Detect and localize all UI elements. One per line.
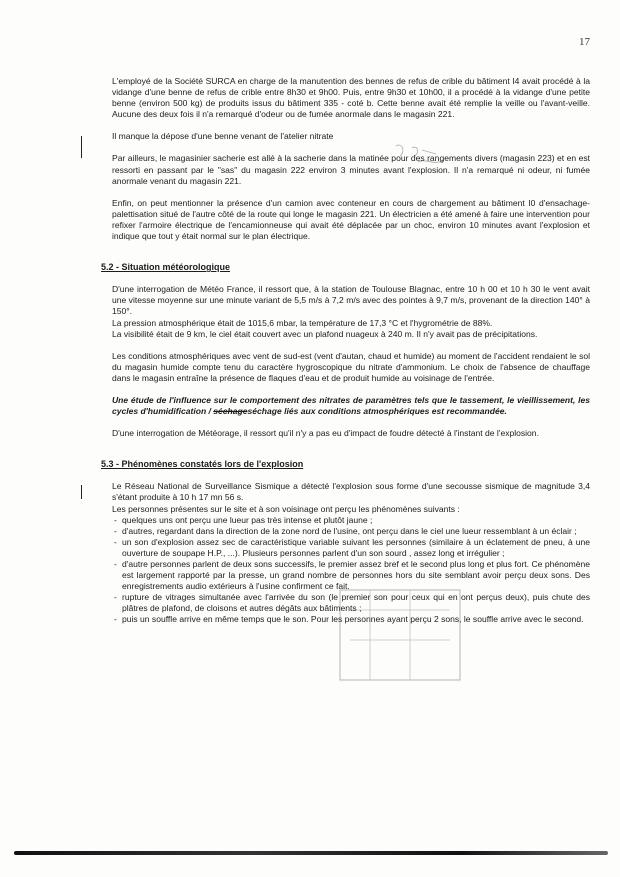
paragraph: Le Réseau National de Surveillance Sismique a détecté l'explosion sous forme d'une secousse sismique de magnitude 3,4 s'étant produite à 10 h 17 mn 56 s.	[112, 481, 590, 503]
recommendation	[112, 395, 590, 417]
list-item: - quelques uns ont perçu une lueur pas très intense et plutôt jaune ;	[112, 515, 590, 526]
paragraph: La visibilité était de 9 km, le ciel était couvert avec un plafond nuageux à 240 m. Il n'y avait pas de précipitations.	[112, 328, 538, 339]
section-title: 5.3 - Phénomènes constatés lors de l'explosion	[101, 459, 304, 470]
paragraph: D'une interrogation de Météorage, il ressort qu'il n'y a pas eu d'impact de foudre détecté à l'instant de l'explosion.	[112, 428, 539, 439]
paragraph: Par ailleurs, le magasinier sacherie est allé à la sacherie dans la matinée pour des rangements divers (magasin 223) et en est ressorti en passant par le "sas" du magasin 222 environ 3 minutes avant l'explosion. Il n'a remarqué ni odeur, ni fumée anormale venant du magasin 221.	[112, 153, 590, 186]
recommendation-text: séchage liés aux conditions atmosphériques est recommandée.	[247, 406, 507, 417]
paragraph: La pression atmosphérique était de 1015,6 mbar, la température de 17,3 °C et l'hygrométrie de 88%.	[112, 317, 493, 328]
page-bottom-rule	[14, 851, 608, 855]
list-item: - d'autres, regardant dans la direction de la zone nord de l'usine, ont perçu dans le ciel une lueur ressemblant à un éclair ;	[112, 526, 590, 537]
page-number: 17	[579, 36, 590, 48]
struck-word: séchage	[213, 406, 248, 417]
paragraph: D'une interrogation de Météo France, il ressort que, à la station de Toulouse Blagnac, entre 10 h 00 et 10 h 30 le vent avait une vitesse moyenne sur une minute variant de 5,5 m/s à 7,2 m/s avec des pointes à 9,7 m/s, provenant de la direction 140° à 150°.	[112, 284, 590, 317]
list-item: - rupture de vitrages simultanée avec l'arrivée du son (le premier son pour ceux qui en ont perçus deux), puis chute des plâtres de plafond, de cloisons et autres dégâts aux bâtiments ;	[112, 592, 590, 614]
paragraph: Les personnes présentes sur le site et à son voisinage ont perçu les phénomènes suivants :	[112, 503, 460, 514]
paragraph: Les conditions atmosphériques avec vent de sud-est (vent d'autan, chaud et humide) au moment de l'accident rendaient le sol du magasin humide compte tenu du caractère hygroscopique du nitrate d'ammonium. Le choix de l'absence de chauffage dans le magasin entraîne la présence de flaques d'eau et de produit humide au voisinage de l'entrée.	[112, 350, 590, 383]
recommendation-text: Une étude de l'influence sur le comportement des nitrates de paramètres tels que le tassement, le vieillissement, les cycles d'humidification /	[112, 394, 590, 417]
document-body	[101, 76, 590, 626]
section-title: 5.2 - Situation météorologique	[101, 262, 231, 273]
paragraph: L'employé de la Société SURCA en charge de la manutention des bennes de refus de crible du bâtiment I4 avait procédé à la vidange d'une benne de refus de crible entre 8h30 et 9h00. Puis, entre 9h30 et 10h00, il a procédé à la vidange d'une petite benne (environ 500 kg) de produits issus du bâtiment 335 - coté b. Cette benne avait été remplie la veille ou l'avant-veille. Aucune des deux fois il n'a remarqué d'odeur ou de fumée anormale dans le magasin 221.	[112, 76, 590, 120]
revision-note: Il manque la dépose d'une benne venant de l'atelier nitrate	[112, 131, 334, 142]
revision-margin-bar	[81, 485, 82, 499]
revision-margin-bar	[81, 136, 82, 158]
list-item: - un son d'explosion assez sec de caractéristique variable suivant les personnes (similaire à un éclatement de pneu, à une ouverture de soupape H.P., ...). Plusieurs personnes parlent d'un son sourd , assez long et irrégulier ;	[112, 537, 590, 559]
list-item: - d'autre personnes parlent de deux sons successifs, le premier assez bref et le second plus long et plus fort. Ce phénomène est largement rapporté par la presse, un grand nombre de personnes hors du site semblant avoir perçu deux sons. Des enregistrements audio extérieurs à l'usine confirment ce fait.	[112, 559, 590, 592]
faded-stamp-watermark	[330, 570, 470, 710]
paragraph: Enfin, on peut mentionner la présence d'un camion avec conteneur en cours de chargement au bâtiment I0 d'ensachage-palettisation situé de l'autre côté de la route qui longe le magasin 221. Un électricien a été amené à faire une intervention pour refixer l'armoire électrique de l'encamionneuse qui avait été déplacée par un choc, environ 10 minutes avant l'explosion et indique que tout y était normal sur le plan électrique.	[112, 197, 590, 242]
list-item: - puis un souffle arrive en même temps que le son. Pour les personnes ayant perçu 2 sons, le souffle arrive avec le second.	[112, 614, 590, 625]
